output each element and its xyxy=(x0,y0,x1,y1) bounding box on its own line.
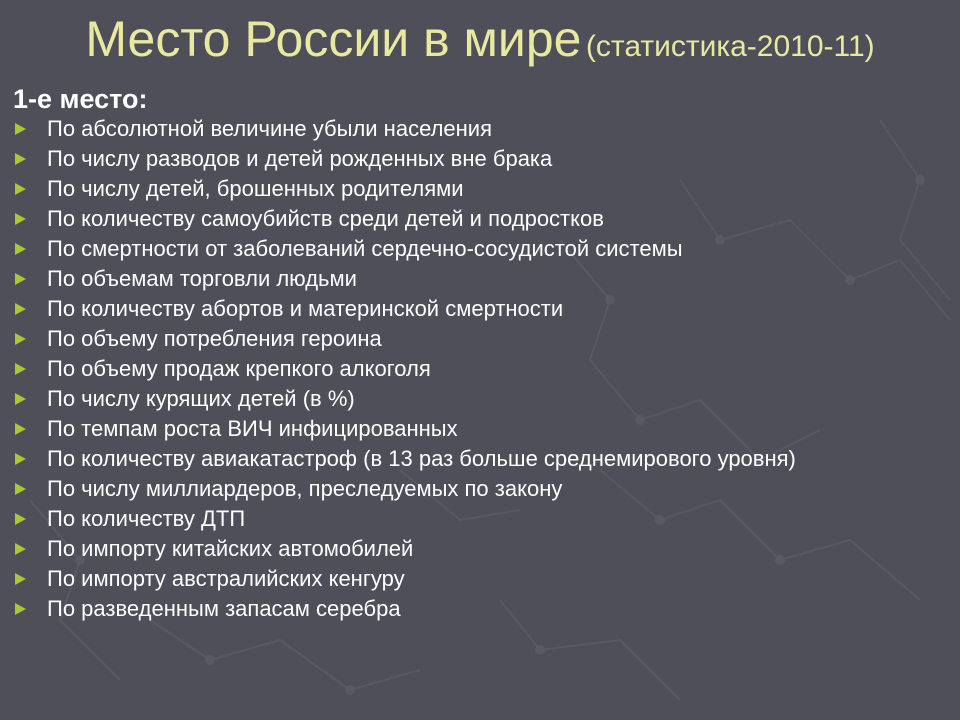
triangle-bullet-icon xyxy=(15,513,26,525)
triangle-bullet-icon xyxy=(15,303,26,315)
slide-title-subtitle: (статистика-2010-11) xyxy=(585,30,875,63)
list-item xyxy=(0,236,877,262)
list-item-text: По количеству авиакатастроф (в 13 раз больше среднемирового уровня) xyxy=(47,446,796,471)
list-item xyxy=(0,446,877,472)
list-item-text: По импорту австралийских кенгуру xyxy=(47,566,405,591)
triangle-bullet-icon xyxy=(15,183,26,195)
triangle-bullet-icon xyxy=(15,603,26,615)
triangle-bullet-icon xyxy=(15,123,26,135)
bullet-list xyxy=(0,116,900,626)
triangle-bullet-icon xyxy=(15,543,26,555)
list-item-text: По разведенным запасам серебра xyxy=(47,596,401,621)
triangle-bullet-icon xyxy=(15,453,26,465)
list-item xyxy=(0,116,877,142)
triangle-bullet-icon xyxy=(15,363,26,375)
list-item-text: По импорту китайских автомобилей xyxy=(47,536,414,561)
list-item-text: По числу разводов и детей рожденных вне брака xyxy=(47,146,553,171)
triangle-bullet-icon xyxy=(15,213,26,225)
list-item xyxy=(0,266,877,292)
triangle-bullet-icon xyxy=(15,573,26,585)
list-item xyxy=(0,296,877,322)
triangle-bullet-icon xyxy=(15,423,26,435)
list-item xyxy=(0,146,877,172)
triangle-bullet-icon xyxy=(15,393,26,405)
triangle-bullet-icon xyxy=(15,273,26,285)
list-item-text: По количеству ДТП xyxy=(47,506,246,531)
slide-title xyxy=(0,10,960,68)
list-item xyxy=(0,356,877,382)
triangle-bullet-icon xyxy=(15,153,26,165)
section-heading: 1-е место: xyxy=(13,84,148,114)
triangle-bullet-icon xyxy=(15,333,26,345)
triangle-bullet-icon xyxy=(15,243,26,255)
list-item xyxy=(0,506,877,532)
list-item-text: По количеству самоубийств среди детей и подростков xyxy=(47,206,604,231)
list-item-text: По числу детей, брошенных родителями xyxy=(47,176,464,201)
list-item xyxy=(0,206,877,232)
list-item-text: По абсолютной величине убыли населения xyxy=(47,116,492,141)
list-item-text: По объемам торговли людьми xyxy=(47,266,357,291)
list-item xyxy=(0,386,877,412)
list-item-text: По объему потребления героина xyxy=(47,326,382,351)
list-item-text: По числу курящих детей (в %) xyxy=(47,386,355,411)
list-item xyxy=(0,476,877,502)
list-item xyxy=(0,416,877,442)
list-item xyxy=(0,326,877,352)
list-item-text: По количеству абортов и материнской смертности xyxy=(47,296,564,321)
slide-title-main: Место России в мире xyxy=(85,11,582,67)
list-item xyxy=(0,566,877,592)
list-item xyxy=(0,536,877,562)
list-item-text: По числу миллиардеров, преследуемых по закону xyxy=(47,476,563,501)
list-item-text: По темпам роста ВИЧ инфицированных xyxy=(47,416,458,441)
triangle-bullet-icon xyxy=(15,483,26,495)
list-item xyxy=(0,176,877,202)
list-item-text: По смертности от заболеваний сердечно-сосудистой системы xyxy=(47,236,683,261)
list-item xyxy=(0,596,877,622)
list-item-text: По объему продаж крепкого алкоголя xyxy=(47,356,431,381)
